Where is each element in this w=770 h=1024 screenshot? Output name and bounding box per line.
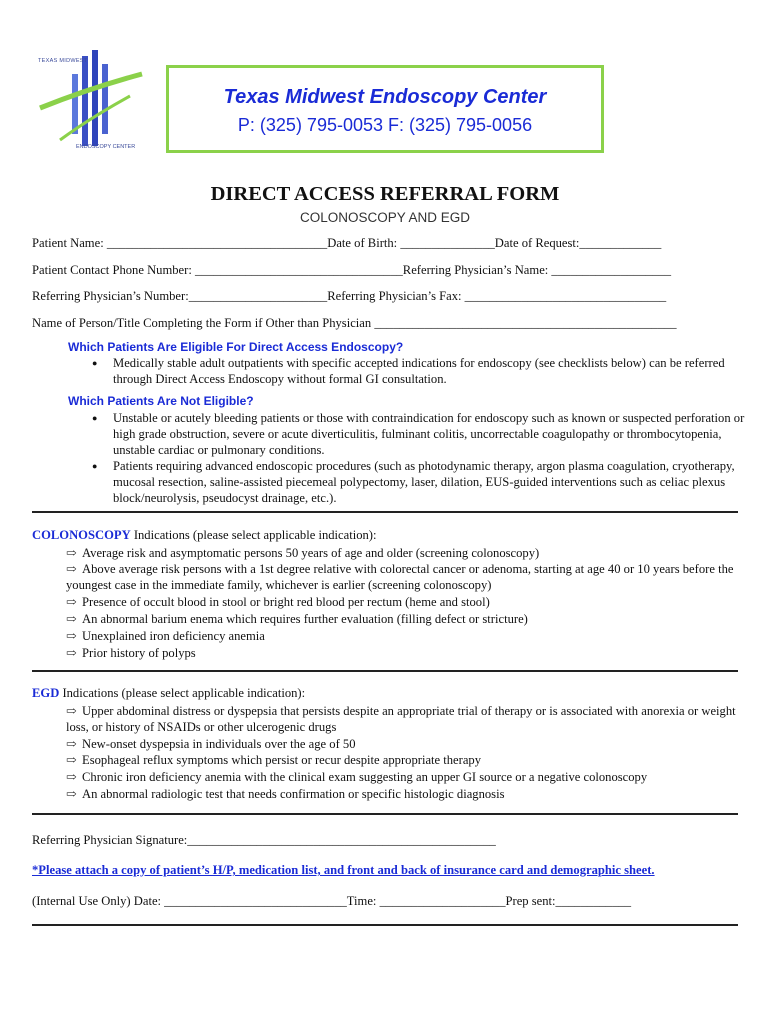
not-eligible-heading: Which Patients Are Not Eligible? xyxy=(68,394,254,408)
egd-option[interactable]: ⇨ Upper abdominal distress or dyspepsia that persists despite an appropriate trial of therapy or is associated with anorexia or weight loss, or history of NSAIDs or other ulcerogenic drugs xyxy=(66,704,736,734)
arrow-icon: ⇨ xyxy=(66,737,77,751)
egd-option[interactable]: ⇨ An abnormal radiologic test that needs confirmation or specific histologic diagnosis xyxy=(66,787,505,801)
patient-info-line[interactable]: Patient Name: ___________________________________Date of Birth: _______________Date of Request:_____________ xyxy=(32,236,662,250)
bullet-icon: ● xyxy=(92,461,98,471)
arrow-icon: ⇨ xyxy=(66,646,77,660)
arrow-icon: ⇨ xyxy=(66,787,77,801)
colonoscopy-option[interactable]: ⇨ Presence of occult blood in stool or bright red blood per rectum (heme and stool) xyxy=(66,595,490,609)
colonoscopy-header xyxy=(32,528,377,543)
arrow-icon: ⇨ xyxy=(66,562,77,576)
divider xyxy=(32,813,738,815)
colonoscopy-intro: Indications (please select applicable indication): xyxy=(130,528,377,542)
divider xyxy=(32,924,738,926)
completer-line[interactable]: Name of Person/Title Completing the Form if Other than Physician ________________________________________________ xyxy=(32,316,677,330)
arrow-icon: ⇨ xyxy=(66,546,77,560)
colonoscopy-option[interactable]: ⇨ Average risk and asymptomatic persons 50 years of age and older (screening colonoscopy) xyxy=(66,546,540,560)
header-box xyxy=(166,65,604,153)
center-phone: P: (325) 795-0053 F: (325) 795-0056 xyxy=(237,115,533,135)
bullet-icon: ● xyxy=(92,358,98,368)
internal-use-line[interactable]: (Internal Use Only) Date: _____________________________Time: ____________________Prep sent:____________ xyxy=(32,894,632,908)
arrow-icon: ⇨ xyxy=(66,629,77,643)
not-eligible-item: ● Unstable or acutely bleeding patients or those with contraindication for endoscopy such as known or suspected perforation or high grade obstruction, severe or acute diverticulitis, fulminant colitis, uncorrectable coagulopathy or thrombocytopenia, unstable cardiac or pulmonary conditions. xyxy=(92,411,745,457)
egd-option[interactable]: ⇨ Chronic iron deficiency anemia with the clinical exam suggesting an upper GI source or a negative colonoscopy xyxy=(66,770,648,784)
eligible-item: ● Medically stable adult outpatients with specific accepted indications for endoscopy (see checklists below) can be referred through Direct Access Endoscopy without formal GI consultation. xyxy=(92,356,725,386)
arrow-icon: ⇨ xyxy=(66,595,77,609)
bullet-icon: ● xyxy=(92,413,98,423)
physician-number-line[interactable]: Referring Physician’s Number:______________________Referring Physician’s Fax: ________________________________ xyxy=(32,289,667,303)
arrow-icon: ⇨ xyxy=(66,770,77,784)
form-subtitle: COLONOSCOPY AND EGD xyxy=(299,210,471,225)
logo-text-bottom: ENDOSCOPY CENTER xyxy=(76,144,136,150)
arrow-icon: ⇨ xyxy=(66,704,77,718)
form-title: DIRECT ACCESS REFERRAL FORM xyxy=(210,183,560,205)
not-eligible-item: ● Patients requiring advanced endoscopic procedures (such as photodynamic therapy, argon plasma coagulation, cryotherapy, mucosal resection, saline-assisted piecemeal polypectomy, laser, dilation, EUS-guided interventions such as celiac plexus block/neurolysis, pseudocyst drainage, etc.). xyxy=(92,459,735,505)
colonoscopy-option[interactable]: ⇨ An abnormal barium enema which requires further evaluation (filling defect or stricture) xyxy=(66,612,528,626)
arrow-icon: ⇨ xyxy=(66,612,77,626)
logo-text-top: TEXAS MIDWEST xyxy=(38,58,88,64)
egd-option[interactable]: ⇨ New-onset dyspepsia in individuals over the age of 50 xyxy=(66,737,356,751)
arrow-icon: ⇨ xyxy=(66,753,77,767)
attach-note: *Please attach a copy of patient’s H/P, medication list, and front and back of insurance card and demographic sheet. xyxy=(32,863,655,877)
contact-line[interactable]: Patient Contact Phone Number: _________________________________Referring Physician’s Name: ___________________ xyxy=(32,263,672,277)
colonoscopy-option[interactable]: ⇨ Above average risk persons with a 1st degree relative with colorectal cancer or adenoma, starting at age 40 or 10 years before the youngest case in the immediate family, whichever is earlier (screening colonoscopy) xyxy=(66,562,734,592)
logo-graphic xyxy=(30,48,150,158)
colonoscopy-option[interactable]: ⇨ Unexplained iron deficiency anemia xyxy=(66,629,265,643)
divider xyxy=(32,511,738,513)
egd-intro: Indications (please select applicable indication): xyxy=(59,686,306,700)
colonoscopy-label: COLONOSCOPY xyxy=(32,528,131,542)
signature-line[interactable]: Referring Physician Signature:_________________________________________________ xyxy=(32,833,496,847)
egd-label: EGD xyxy=(32,686,60,700)
colonoscopy-option[interactable]: ⇨ Prior history of polyps xyxy=(66,646,196,660)
egd-option[interactable]: ⇨ Esophageal reflux symptoms which persist or recur despite appropriate therapy xyxy=(66,753,482,767)
divider xyxy=(32,670,738,672)
center-name: Texas Midwest Endoscopy Center xyxy=(223,86,547,108)
eligible-heading: Which Patients Are Eligible For Direct Access Endoscopy? xyxy=(68,340,404,354)
egd-header xyxy=(32,686,305,701)
